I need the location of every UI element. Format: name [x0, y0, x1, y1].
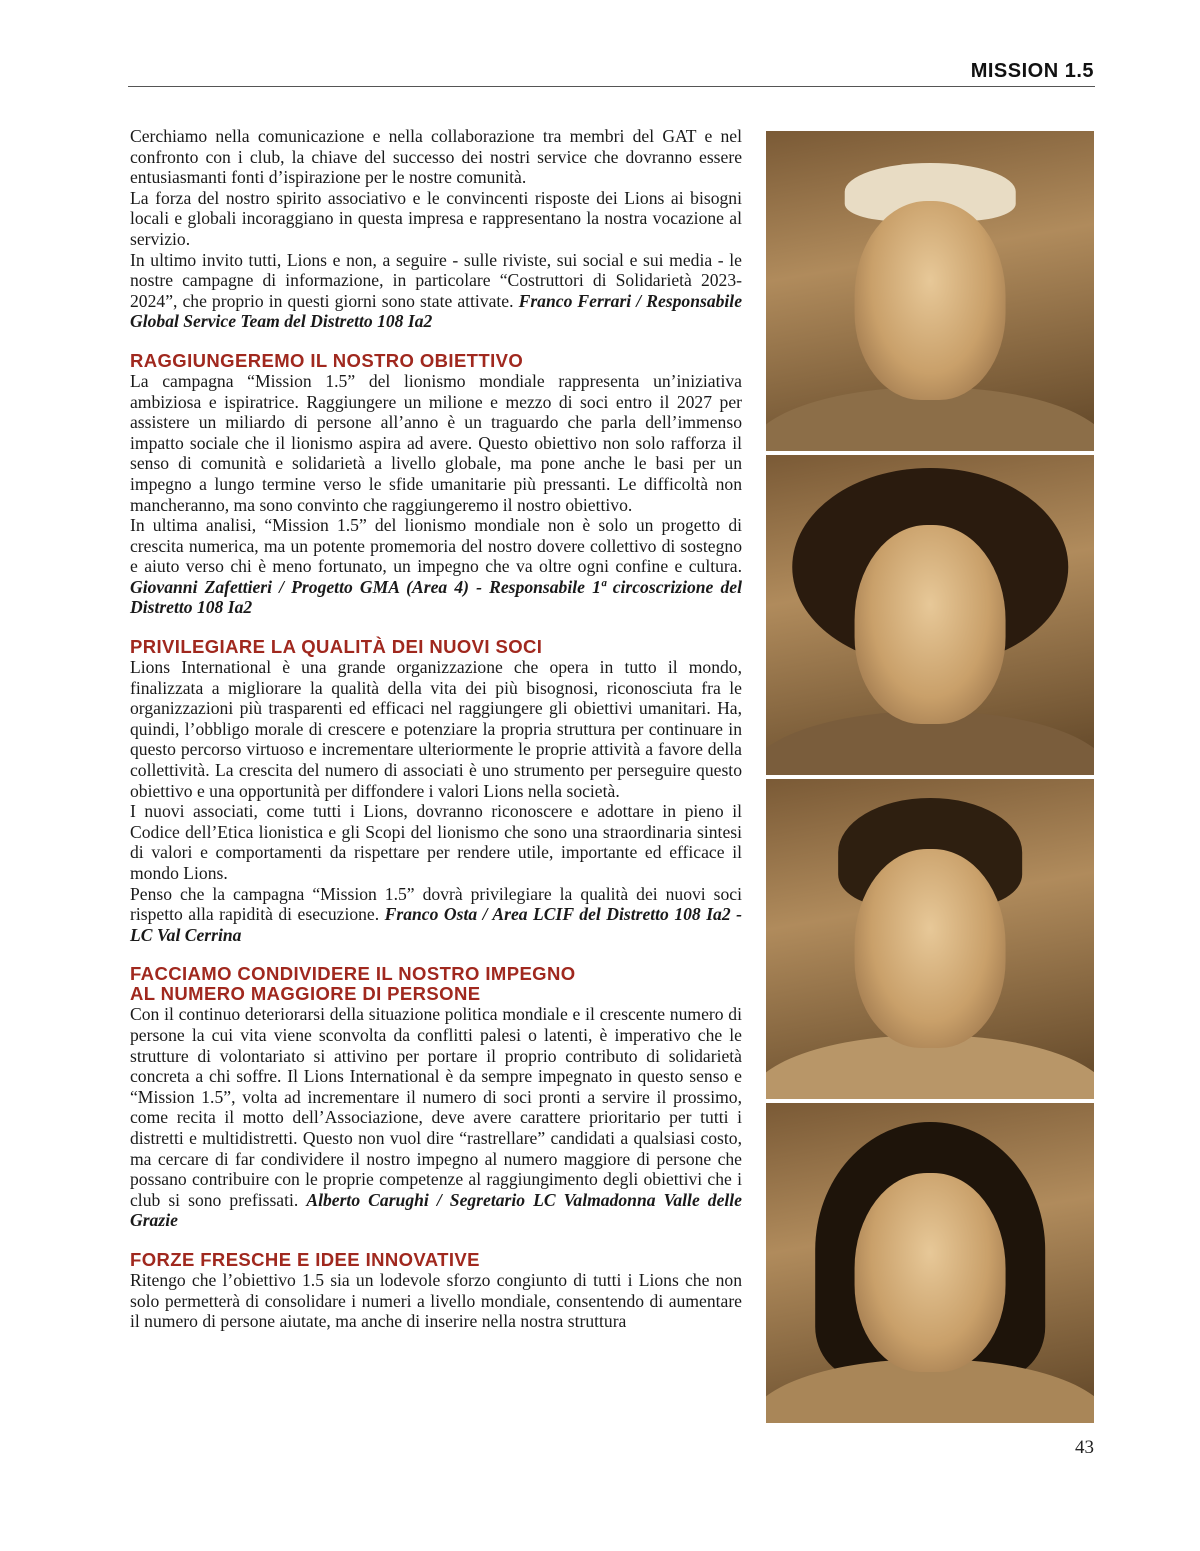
portrait-young-woman-image [766, 779, 1094, 1099]
portrait-older-man-image [766, 131, 1094, 451]
section-privilegiare [130, 637, 742, 945]
paragraph: La forza del nostro spirito associativo e le convincenti risposte dei Lions ai bisogni locali e globali incoraggiano in questa impresa e rappresentano la nostra vocazione al servizio. [130, 187, 742, 249]
paragraph-text: In ultimo invito tutti, Lions e non, a seguire - sulle riviste, sui social e sui media - le nostre campagne di informazione, in particolare “Costruttori di Solidarietà 2023-2024”, che proprio in questi giorni sono state attivate. [130, 249, 742, 311]
running-header: MISSION 1.5 [970, 60, 1094, 82]
section-raggiungeremo [130, 351, 742, 618]
face-shape [855, 525, 1006, 723]
paragraph-text: Penso che la campagna “Mission 1.5” dovrà privilegiare la qualità dei nuovi soci rispetto alla rapidità di esecuzione. [130, 883, 742, 925]
portrait-photo-strip [766, 131, 1094, 1423]
section-heading: RAGGIUNGEREMO IL NOSTRO OBIETTIVO [130, 349, 524, 371]
author-credit: Franco Ferrari / Responsabile Global Service Team del Distretto 108 Ia2 [130, 290, 743, 332]
portrait-curly-hair-woman-image [766, 455, 1094, 775]
face-shape [855, 1173, 1006, 1371]
paragraph: I nuovi associati, come tutti i Lions, dovranno riconoscere e adottare in pieno il Codice dell’Etica lionistica e gli Scopi del lionismo che sono una straordinaria sintesi di valori e comportamenti da rispettare per rendere utile, importante ed efficace il mondo Lions. [130, 801, 742, 883]
paragraph: La campagna “Mission 1.5” del lionismo mondiale rappresenta un’iniziativa ambiziosa e ispiratrice. Raggiungere un milione e mezzo di soci entro il 2027 per assistere un miliardo di persone all’anno è un traguardo che parla dell’immenso impatto sociale che il lionismo aspira ad avere. Questo obiettivo non solo rafforza il senso di comunità e solidarietà a livello globale, ma pone anche le basi per un impegno a lungo termine verso le sfide umanitarie più pressanti. Le difficoltà non mancheranno, ma sono convinto che raggiungeremo il nostro obiettivo. [130, 370, 742, 515]
author-credit: Franco Osta / Area LCIF del Distretto 108 Ia2 - LC Val Cerrina [130, 904, 742, 945]
section-heading: PRIVILEGIARE LA QUALITÀ DEI NUOVI SOCI [130, 636, 543, 658]
article-text-column [130, 126, 742, 1332]
header-rule [128, 86, 1095, 87]
author-credit: Giovanni Zafettieri / Progetto GMA (Area 4) - Responsabile 1ª circoscrizione del Distretto 108 Ia2 [130, 576, 742, 618]
paragraph [130, 250, 742, 332]
section-forze-fresche [130, 1250, 742, 1332]
paragraph: Ritengo che l’obiettivo 1.5 sia un lodevole sforzo congiunto di tutti i Lions che non solo permetterà di consolidare i numeri a livello mondiale, consentendo di aumentare il numero di persone aiutate, ma anche di inserire nella nostra struttura [130, 1269, 742, 1332]
section-heading: FACCIAMO CONDIVIDERE IL NOSTRO IMPEGNO AL NUMERO MAGGIORE DI PERSONE [130, 963, 576, 1005]
paragraph-text: In ultima analisi, “Mission 1.5” del lionismo mondiale non è solo un progetto di crescita numerica, ma un potente promemoria del nostro dovere collettivo di sostegno e aiuto verso chi è meno fortunato, un impegno che va oltre ogni confine e cultura. [130, 515, 742, 577]
paragraph [130, 884, 742, 946]
paragraph: Cerchiamo nella comunicazione e nella collaborazione tra membri del GAT e nel confronto con i club, la chiave del successo dei nostri service che dovranno essere entusiasmanti fonti d’ispirazione per le nostre comunità. [130, 126, 742, 188]
paragraph: Lions International è una grande organizzazione che opera in tutto il mondo, finalizzata a migliorare la qualità della vita dei più bisognosi, riconosciuta fra le organizzazioni più trasparenti ed efficaci nel raggiungere gli obiettivi umanitari. Ha, quindi, l’obbligo morale di crescere e potenziare la propria struttura per continuare in questo percorso virtuoso e incrementare ulteriormente le proprie attività a favore della collettività. La crescita del numero di associati è uno strumento per perseguire questo obiettivo e una opportunità per diffondere i valori Lions nella società. [130, 657, 742, 801]
page-number: 43 [1075, 1437, 1094, 1458]
face-shape [855, 201, 1006, 399]
section-heading: FORZE FRESCHE E IDEE INNOVATIVE [130, 1248, 480, 1270]
section-facciamo-condividere [130, 964, 742, 1231]
intro-section [130, 126, 742, 332]
paragraph [130, 1004, 742, 1231]
paragraph [130, 515, 742, 618]
author-credit: Alberto Carughi / Segretario LC Valmadonna Valle delle Grazie [130, 1189, 742, 1231]
portrait-smiling-woman-image [766, 1103, 1094, 1423]
paragraph-text: Con il continuo deteriorarsi della situazione politica mondiale e il crescente numero di persone la cui vita viene sconvolta da conflitti palesi o latenti, è imperativo che le strutture di volontariato si attivino per portare il proprio contributo di solidarietà concreta a chi soffre. Il Lions International è da sempre impegnato in questo senso e “Mission 1.5”, volta ad incrementare il numero di soci pronti a servire il prossimo, come recita il motto dell’Associazione, deve avere carattere prioritario per tutti i distretti e multidistretti. Questo non vuol dire “rastrellare” candidati a qualsiasi costo, ma cercare di far condividere il nostro impegno al numero maggiore di persone che possano contribuire con le proprie competenze al raggiungimento degli obiettivi che i club si sono prefissati. [130, 1004, 742, 1210]
face-shape [855, 849, 1006, 1047]
